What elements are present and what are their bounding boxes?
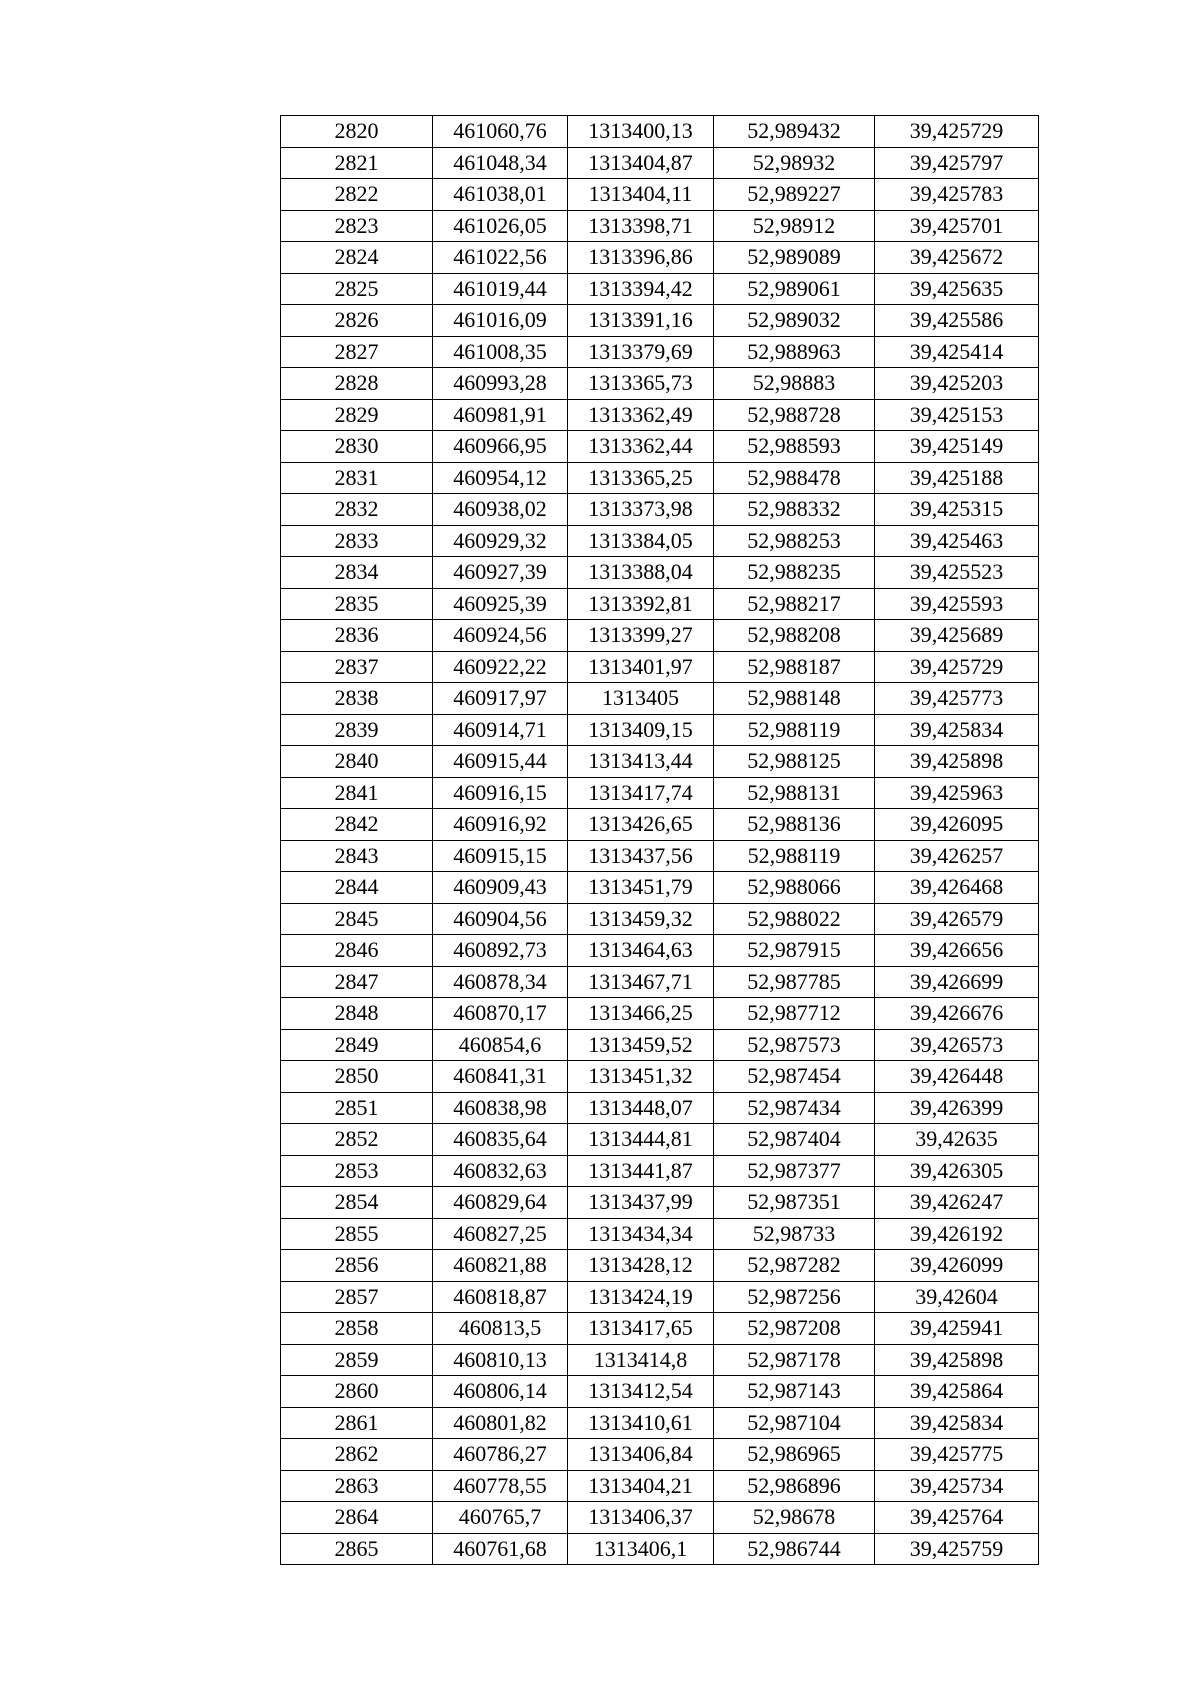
longitude-cell: 39,426656 — [875, 935, 1039, 967]
longitude-cell: 39,425797 — [875, 147, 1039, 179]
x-coordinate-cell: 460838,98 — [433, 1092, 568, 1124]
y-coordinate-cell: 1313396,86 — [568, 242, 714, 274]
table-row — [281, 998, 1039, 1030]
y-coordinate-cell: 1313414,8 — [568, 1344, 714, 1376]
x-coordinate-cell: 460765,7 — [433, 1502, 568, 1534]
x-coordinate-cell: 460916,15 — [433, 777, 568, 809]
latitude-cell: 52,988022 — [714, 903, 875, 935]
table-row — [281, 1281, 1039, 1313]
x-coordinate-cell: 460761,68 — [433, 1533, 568, 1565]
latitude-cell: 52,988728 — [714, 399, 875, 431]
x-coordinate-cell: 460909,43 — [433, 872, 568, 904]
y-coordinate-cell: 1313406,1 — [568, 1533, 714, 1565]
x-coordinate-cell: 460829,64 — [433, 1187, 568, 1219]
longitude-cell: 39,425764 — [875, 1502, 1039, 1534]
table-row — [281, 210, 1039, 242]
x-coordinate-cell: 461019,44 — [433, 273, 568, 305]
latitude-cell: 52,988187 — [714, 651, 875, 683]
latitude-cell: 52,989032 — [714, 305, 875, 337]
latitude-cell: 52,988963 — [714, 336, 875, 368]
y-coordinate-cell: 1313444,81 — [568, 1124, 714, 1156]
table-row — [281, 336, 1039, 368]
table-row — [281, 179, 1039, 211]
latitude-cell: 52,988253 — [714, 525, 875, 557]
latitude-cell: 52,987143 — [714, 1376, 875, 1408]
longitude-cell: 39,42635 — [875, 1124, 1039, 1156]
latitude-cell: 52,987915 — [714, 935, 875, 967]
longitude-cell: 39,425315 — [875, 494, 1039, 526]
longitude-cell: 39,425775 — [875, 1439, 1039, 1471]
y-coordinate-cell: 1313399,27 — [568, 620, 714, 652]
latitude-cell: 52,987104 — [714, 1407, 875, 1439]
table-row — [281, 273, 1039, 305]
latitude-cell: 52,988119 — [714, 840, 875, 872]
y-coordinate-cell: 1313362,49 — [568, 399, 714, 431]
longitude-cell: 39,425941 — [875, 1313, 1039, 1345]
x-coordinate-cell: 460821,88 — [433, 1250, 568, 1282]
table-row — [281, 557, 1039, 589]
point-number-cell: 2840 — [281, 746, 433, 778]
y-coordinate-cell: 1313373,98 — [568, 494, 714, 526]
longitude-cell: 39,426573 — [875, 1029, 1039, 1061]
x-coordinate-cell: 460806,14 — [433, 1376, 568, 1408]
point-number-cell: 2844 — [281, 872, 433, 904]
longitude-cell: 39,426095 — [875, 809, 1039, 841]
table-row — [281, 242, 1039, 274]
x-coordinate-cell: 460813,5 — [433, 1313, 568, 1345]
table-row — [281, 588, 1039, 620]
latitude-cell: 52,986965 — [714, 1439, 875, 1471]
x-coordinate-cell: 460924,56 — [433, 620, 568, 652]
point-number-cell: 2826 — [281, 305, 433, 337]
point-number-cell: 2858 — [281, 1313, 433, 1345]
latitude-cell: 52,988125 — [714, 746, 875, 778]
y-coordinate-cell: 1313405 — [568, 683, 714, 715]
x-coordinate-cell: 460925,39 — [433, 588, 568, 620]
table-row — [281, 1092, 1039, 1124]
x-coordinate-cell: 460801,82 — [433, 1407, 568, 1439]
point-number-cell: 2841 — [281, 777, 433, 809]
longitude-cell: 39,425672 — [875, 242, 1039, 274]
table-row — [281, 147, 1039, 179]
point-number-cell: 2856 — [281, 1250, 433, 1282]
longitude-cell: 39,426192 — [875, 1218, 1039, 1250]
table-row — [281, 777, 1039, 809]
y-coordinate-cell: 1313413,44 — [568, 746, 714, 778]
x-coordinate-cell: 460966,95 — [433, 431, 568, 463]
point-number-cell: 2861 — [281, 1407, 433, 1439]
longitude-cell: 39,425834 — [875, 714, 1039, 746]
latitude-cell: 52,987282 — [714, 1250, 875, 1282]
table-row — [281, 368, 1039, 400]
longitude-cell: 39,425729 — [875, 651, 1039, 683]
y-coordinate-cell: 1313365,73 — [568, 368, 714, 400]
longitude-cell: 39,425689 — [875, 620, 1039, 652]
longitude-cell: 39,425701 — [875, 210, 1039, 242]
table-row — [281, 620, 1039, 652]
y-coordinate-cell: 1313428,12 — [568, 1250, 714, 1282]
y-coordinate-cell: 1313424,19 — [568, 1281, 714, 1313]
y-coordinate-cell: 1313394,42 — [568, 273, 714, 305]
latitude-cell: 52,987712 — [714, 998, 875, 1030]
longitude-cell: 39,426399 — [875, 1092, 1039, 1124]
point-number-cell: 2849 — [281, 1029, 433, 1061]
table-row — [281, 1029, 1039, 1061]
point-number-cell: 2829 — [281, 399, 433, 431]
point-number-cell: 2835 — [281, 588, 433, 620]
latitude-cell: 52,987178 — [714, 1344, 875, 1376]
latitude-cell: 52,988148 — [714, 683, 875, 715]
latitude-cell: 52,988332 — [714, 494, 875, 526]
y-coordinate-cell: 1313362,44 — [568, 431, 714, 463]
point-number-cell: 2845 — [281, 903, 433, 935]
y-coordinate-cell: 1313459,52 — [568, 1029, 714, 1061]
y-coordinate-cell: 1313379,69 — [568, 336, 714, 368]
point-number-cell: 2848 — [281, 998, 433, 1030]
latitude-cell: 52,988478 — [714, 462, 875, 494]
y-coordinate-cell: 1313437,56 — [568, 840, 714, 872]
x-coordinate-cell: 460929,32 — [433, 525, 568, 557]
longitude-cell: 39,426257 — [875, 840, 1039, 872]
table-row — [281, 966, 1039, 998]
x-coordinate-cell: 461038,01 — [433, 179, 568, 211]
latitude-cell: 52,986896 — [714, 1470, 875, 1502]
longitude-cell: 39,425773 — [875, 683, 1039, 715]
table-row — [281, 1470, 1039, 1502]
y-coordinate-cell: 1313406,84 — [568, 1439, 714, 1471]
longitude-cell: 39,425188 — [875, 462, 1039, 494]
longitude-cell: 39,425414 — [875, 336, 1039, 368]
x-coordinate-cell: 460854,6 — [433, 1029, 568, 1061]
longitude-cell: 39,425153 — [875, 399, 1039, 431]
x-coordinate-cell: 461008,35 — [433, 336, 568, 368]
table-row — [281, 840, 1039, 872]
point-number-cell: 2842 — [281, 809, 433, 841]
y-coordinate-cell: 1313417,74 — [568, 777, 714, 809]
x-coordinate-cell: 460810,13 — [433, 1344, 568, 1376]
point-number-cell: 2865 — [281, 1533, 433, 1565]
y-coordinate-cell: 1313417,65 — [568, 1313, 714, 1345]
point-number-cell: 2833 — [281, 525, 433, 557]
y-coordinate-cell: 1313464,63 — [568, 935, 714, 967]
longitude-cell: 39,425523 — [875, 557, 1039, 589]
table-row — [281, 1187, 1039, 1219]
y-coordinate-cell: 1313406,37 — [568, 1502, 714, 1534]
point-number-cell: 2827 — [281, 336, 433, 368]
point-number-cell: 2823 — [281, 210, 433, 242]
y-coordinate-cell: 1313426,65 — [568, 809, 714, 841]
x-coordinate-cell: 460878,34 — [433, 966, 568, 998]
point-number-cell: 2836 — [281, 620, 433, 652]
latitude-cell: 52,987454 — [714, 1061, 875, 1093]
table-row — [281, 1061, 1039, 1093]
y-coordinate-cell: 1313410,61 — [568, 1407, 714, 1439]
y-coordinate-cell: 1313467,71 — [568, 966, 714, 998]
latitude-cell: 52,988131 — [714, 777, 875, 809]
point-number-cell: 2854 — [281, 1187, 433, 1219]
point-number-cell: 2822 — [281, 179, 433, 211]
y-coordinate-cell: 1313398,71 — [568, 210, 714, 242]
longitude-cell: 39,426247 — [875, 1187, 1039, 1219]
x-coordinate-cell: 461026,05 — [433, 210, 568, 242]
latitude-cell: 52,98678 — [714, 1502, 875, 1534]
point-number-cell: 2846 — [281, 935, 433, 967]
x-coordinate-cell: 460914,71 — [433, 714, 568, 746]
table-row — [281, 1502, 1039, 1534]
point-number-cell: 2863 — [281, 1470, 433, 1502]
point-number-cell: 2862 — [281, 1439, 433, 1471]
y-coordinate-cell: 1313365,25 — [568, 462, 714, 494]
latitude-cell: 52,988136 — [714, 809, 875, 841]
x-coordinate-cell: 460938,02 — [433, 494, 568, 526]
y-coordinate-cell: 1313459,32 — [568, 903, 714, 935]
table-row — [281, 1218, 1039, 1250]
x-coordinate-cell: 460818,87 — [433, 1281, 568, 1313]
x-coordinate-cell: 460827,25 — [433, 1218, 568, 1250]
x-coordinate-cell: 460917,97 — [433, 683, 568, 715]
latitude-cell: 52,989089 — [714, 242, 875, 274]
x-coordinate-cell: 460954,12 — [433, 462, 568, 494]
table-row — [281, 935, 1039, 967]
point-number-cell: 2864 — [281, 1502, 433, 1534]
latitude-cell: 52,988593 — [714, 431, 875, 463]
x-coordinate-cell: 461022,56 — [433, 242, 568, 274]
point-number-cell: 2851 — [281, 1092, 433, 1124]
point-number-cell: 2852 — [281, 1124, 433, 1156]
longitude-cell: 39,425203 — [875, 368, 1039, 400]
table-row — [281, 525, 1039, 557]
latitude-cell: 52,98932 — [714, 147, 875, 179]
point-number-cell: 2837 — [281, 651, 433, 683]
x-coordinate-cell: 460841,31 — [433, 1061, 568, 1093]
longitude-cell: 39,425759 — [875, 1533, 1039, 1565]
x-coordinate-cell: 460916,92 — [433, 809, 568, 841]
x-coordinate-cell: 460915,15 — [433, 840, 568, 872]
y-coordinate-cell: 1313434,34 — [568, 1218, 714, 1250]
point-number-cell: 2830 — [281, 431, 433, 463]
x-coordinate-cell: 460915,44 — [433, 746, 568, 778]
latitude-cell: 52,987434 — [714, 1092, 875, 1124]
latitude-cell: 52,987208 — [714, 1313, 875, 1345]
latitude-cell: 52,986744 — [714, 1533, 875, 1565]
point-number-cell: 2828 — [281, 368, 433, 400]
point-number-cell: 2850 — [281, 1061, 433, 1093]
table-row — [281, 872, 1039, 904]
latitude-cell: 52,989432 — [714, 116, 875, 148]
longitude-cell: 39,426468 — [875, 872, 1039, 904]
point-number-cell: 2834 — [281, 557, 433, 589]
point-number-cell: 2820 — [281, 116, 433, 148]
table-row — [281, 651, 1039, 683]
latitude-cell: 52,988119 — [714, 714, 875, 746]
longitude-cell: 39,425729 — [875, 116, 1039, 148]
y-coordinate-cell: 1313404,21 — [568, 1470, 714, 1502]
table-row — [281, 714, 1039, 746]
point-number-cell: 2825 — [281, 273, 433, 305]
y-coordinate-cell: 1313448,07 — [568, 1092, 714, 1124]
longitude-cell: 39,425635 — [875, 273, 1039, 305]
latitude-cell: 52,98883 — [714, 368, 875, 400]
longitude-cell: 39,426699 — [875, 966, 1039, 998]
point-number-cell: 2832 — [281, 494, 433, 526]
table-row — [281, 1155, 1039, 1187]
longitude-cell: 39,425864 — [875, 1376, 1039, 1408]
y-coordinate-cell: 1313412,54 — [568, 1376, 714, 1408]
latitude-cell: 52,987377 — [714, 1155, 875, 1187]
point-number-cell: 2824 — [281, 242, 433, 274]
longitude-cell: 39,426676 — [875, 998, 1039, 1030]
table-row — [281, 1533, 1039, 1565]
longitude-cell: 39,425963 — [875, 777, 1039, 809]
point-number-cell: 2839 — [281, 714, 433, 746]
table-row — [281, 809, 1039, 841]
y-coordinate-cell: 1313384,05 — [568, 525, 714, 557]
x-coordinate-cell: 460981,91 — [433, 399, 568, 431]
latitude-cell: 52,988235 — [714, 557, 875, 589]
x-coordinate-cell: 460993,28 — [433, 368, 568, 400]
longitude-cell: 39,425734 — [875, 1470, 1039, 1502]
x-coordinate-cell: 461060,76 — [433, 116, 568, 148]
x-coordinate-cell: 460922,22 — [433, 651, 568, 683]
longitude-cell: 39,425834 — [875, 1407, 1039, 1439]
x-coordinate-cell: 460832,63 — [433, 1155, 568, 1187]
y-coordinate-cell: 1313451,32 — [568, 1061, 714, 1093]
latitude-cell: 52,98912 — [714, 210, 875, 242]
y-coordinate-cell: 1313388,04 — [568, 557, 714, 589]
y-coordinate-cell: 1313451,79 — [568, 872, 714, 904]
latitude-cell: 52,987351 — [714, 1187, 875, 1219]
longitude-cell: 39,426099 — [875, 1250, 1039, 1282]
table-row — [281, 1439, 1039, 1471]
x-coordinate-cell: 460892,73 — [433, 935, 568, 967]
point-number-cell: 2843 — [281, 840, 433, 872]
point-number-cell: 2857 — [281, 1281, 433, 1313]
longitude-cell: 39,426448 — [875, 1061, 1039, 1093]
longitude-cell: 39,425593 — [875, 588, 1039, 620]
y-coordinate-cell: 1313392,81 — [568, 588, 714, 620]
table-row — [281, 1250, 1039, 1282]
table-row — [281, 462, 1039, 494]
longitude-cell: 39,425898 — [875, 1344, 1039, 1376]
x-coordinate-cell: 460904,56 — [433, 903, 568, 935]
latitude-cell: 52,987404 — [714, 1124, 875, 1156]
latitude-cell: 52,988208 — [714, 620, 875, 652]
point-number-cell: 2853 — [281, 1155, 433, 1187]
latitude-cell: 52,987785 — [714, 966, 875, 998]
y-coordinate-cell: 1313400,13 — [568, 116, 714, 148]
longitude-cell: 39,425149 — [875, 431, 1039, 463]
table-row — [281, 903, 1039, 935]
table-row — [281, 1407, 1039, 1439]
latitude-cell: 52,989227 — [714, 179, 875, 211]
point-number-cell: 2847 — [281, 966, 433, 998]
x-coordinate-cell: 461048,34 — [433, 147, 568, 179]
x-coordinate-cell: 461016,09 — [433, 305, 568, 337]
y-coordinate-cell: 1313409,15 — [568, 714, 714, 746]
table-row — [281, 305, 1039, 337]
y-coordinate-cell: 1313391,16 — [568, 305, 714, 337]
longitude-cell: 39,426579 — [875, 903, 1039, 935]
table-row — [281, 1344, 1039, 1376]
latitude-cell: 52,987573 — [714, 1029, 875, 1061]
table-row — [281, 1376, 1039, 1408]
point-number-cell: 2859 — [281, 1344, 433, 1376]
longitude-cell: 39,425586 — [875, 305, 1039, 337]
y-coordinate-cell: 1313401,97 — [568, 651, 714, 683]
longitude-cell: 39,425783 — [875, 179, 1039, 211]
x-coordinate-cell: 460835,64 — [433, 1124, 568, 1156]
longitude-cell: 39,42604 — [875, 1281, 1039, 1313]
point-number-cell: 2831 — [281, 462, 433, 494]
longitude-cell: 39,425898 — [875, 746, 1039, 778]
coordinates-table-body — [281, 116, 1039, 1565]
y-coordinate-cell: 1313404,11 — [568, 179, 714, 211]
coordinates-table — [280, 115, 1039, 1565]
table-row — [281, 683, 1039, 715]
latitude-cell: 52,988066 — [714, 872, 875, 904]
longitude-cell: 39,426305 — [875, 1155, 1039, 1187]
point-number-cell: 2838 — [281, 683, 433, 715]
table-row — [281, 746, 1039, 778]
y-coordinate-cell: 1313404,87 — [568, 147, 714, 179]
point-number-cell: 2860 — [281, 1376, 433, 1408]
table-row — [281, 116, 1039, 148]
table-row — [281, 1313, 1039, 1345]
x-coordinate-cell: 460778,55 — [433, 1470, 568, 1502]
point-number-cell: 2855 — [281, 1218, 433, 1250]
y-coordinate-cell: 1313466,25 — [568, 998, 714, 1030]
table-row — [281, 431, 1039, 463]
latitude-cell: 52,987256 — [714, 1281, 875, 1313]
y-coordinate-cell: 1313441,87 — [568, 1155, 714, 1187]
latitude-cell: 52,988217 — [714, 588, 875, 620]
table-row — [281, 399, 1039, 431]
latitude-cell: 52,98733 — [714, 1218, 875, 1250]
latitude-cell: 52,989061 — [714, 273, 875, 305]
x-coordinate-cell: 460927,39 — [433, 557, 568, 589]
x-coordinate-cell: 460870,17 — [433, 998, 568, 1030]
longitude-cell: 39,425463 — [875, 525, 1039, 557]
table-row — [281, 494, 1039, 526]
table-row — [281, 1124, 1039, 1156]
point-number-cell: 2821 — [281, 147, 433, 179]
x-coordinate-cell: 460786,27 — [433, 1439, 568, 1471]
y-coordinate-cell: 1313437,99 — [568, 1187, 714, 1219]
